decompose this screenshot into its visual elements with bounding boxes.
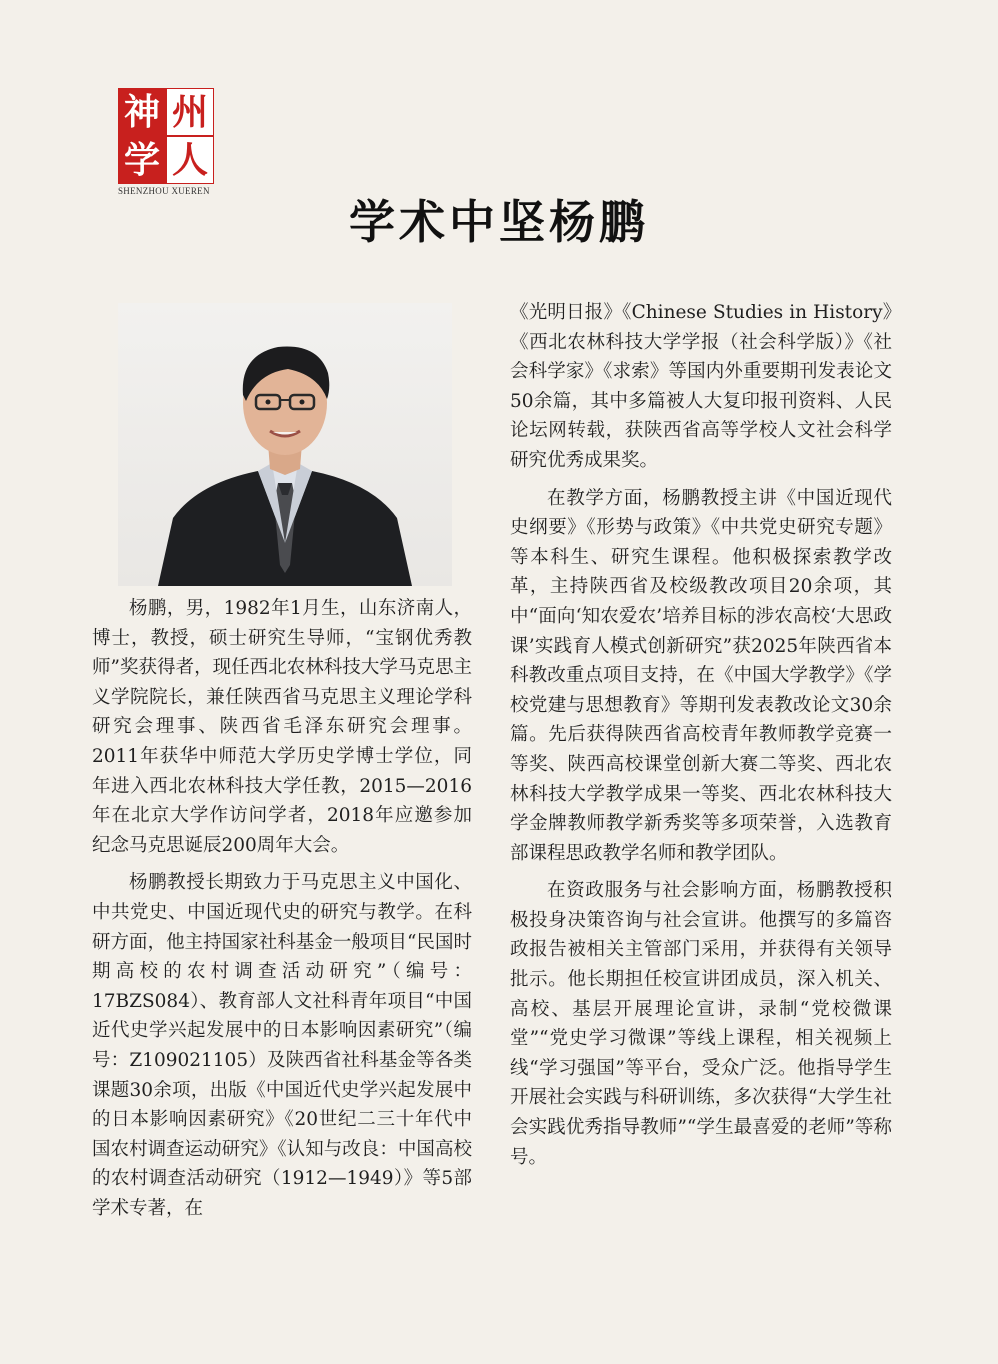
bio-paragraph: 杨鹏，男，1982年1月生，山东济南人，博士，教授，硕士研究生导师，“宝钢优秀教师”奖获得者，现任西北农林科技大学马克思主义学院院长，兼任陕西省马克思主义理论学科研究会理事、陕西省毛泽东研究会理事。2011年获华中师范大学历史学博士学位，同年进入西北农林科技大学任教，2015—2016年在北京大学作访问学者，2018年应邀参加纪念马克思诞辰200周年大会。 xyxy=(92,598,472,856)
column-logo xyxy=(118,88,218,196)
logo-subtitle: SHENZHOU XUEREN xyxy=(118,186,210,196)
logo-char: 学 xyxy=(118,136,166,184)
logo-char: 州 xyxy=(166,88,214,136)
publications-paragraph: 《光明日报》《Chinese Studies in History》《西北农林科技大学学报（社会科学版）》《社会科学家》《求索》等国内外重要期刊发表论文50余篇，其中多篇被人大复印报刊资料、人民论坛网转载，获陕西省高等学校人文社会科学研究优秀成果奖。 xyxy=(510,302,892,471)
service-paragraph: 在资政服务与社会影响方面，杨鹏教授积极投身决策咨询与社会宣讲。他撰写的多篇咨政报告被相关主管部门采用，并获得有关领导批示。他长期担任校宣讲团成员，深入机关、高校、基层开展理论宣讲，录制“党校微课堂”“党史学习微课”等线上课程，相关视频上线“学习强国”等平台，受众广泛。他指导学生开展社会实践与科研训练，多次获得“大学生社会实践优秀指导教师”“学生最喜爱的老师”等称号。 xyxy=(510,880,892,1168)
left-column xyxy=(92,594,472,1231)
portrait-photo xyxy=(118,303,452,586)
teaching-paragraph: 在教学方面，杨鹏教授主讲《中国近现代史纲要》《形势与政策》《中共党史研究专题》等本科生、研究生课程。他积极探索教学改革，主持陕西省及校级教改项目20余项，其中“面向‘知农爱农’培养目标的涉农高校‘大思政课’实践育人模式创新研究”获2025年陕西省本科教改重点项目支持，在《中国大学教学》《学校党建与思想教育》等期刊发表教改论文30余篇。先后获得陕西省高校青年教师教学竞赛一等奖、陕西高校课堂创新大赛二等奖、西北农林科技大学教学成果一等奖、西北农林科技大学金牌教师教学新秀奖等多项荣誉，入选教育部课程思政教学名师和教学团队。 xyxy=(510,487,892,864)
research-paragraph: 杨鹏教授长期致力于马克思主义中国化、中共党史、中国近现代史的研究与教学。在科研方面，他主持国家社科基金一般项目“民国时期高校的农村调查活动研究”（编号：17BZS084）、教育部人文社科青年项目“中国近代史学兴起发展中的日本影响因素研究”（编号：Z109021105）及陕西省社科基金等各类课题30余项，出版《中国近代史学兴起发展中的日本影响因素研究》《20世纪二三十年代中国农村调查运动研究》《认知与改良：中国高校的农村调查活动研究（1912—1949）》等5部学术专著，在 xyxy=(92,872,472,1219)
right-column xyxy=(510,298,892,1180)
page-title: 学术中坚杨鹏 xyxy=(349,195,649,249)
logo-grid xyxy=(118,88,218,184)
portrait-illustration xyxy=(118,303,452,586)
logo-char: 人 xyxy=(166,136,214,184)
logo-char: 神 xyxy=(118,88,166,136)
